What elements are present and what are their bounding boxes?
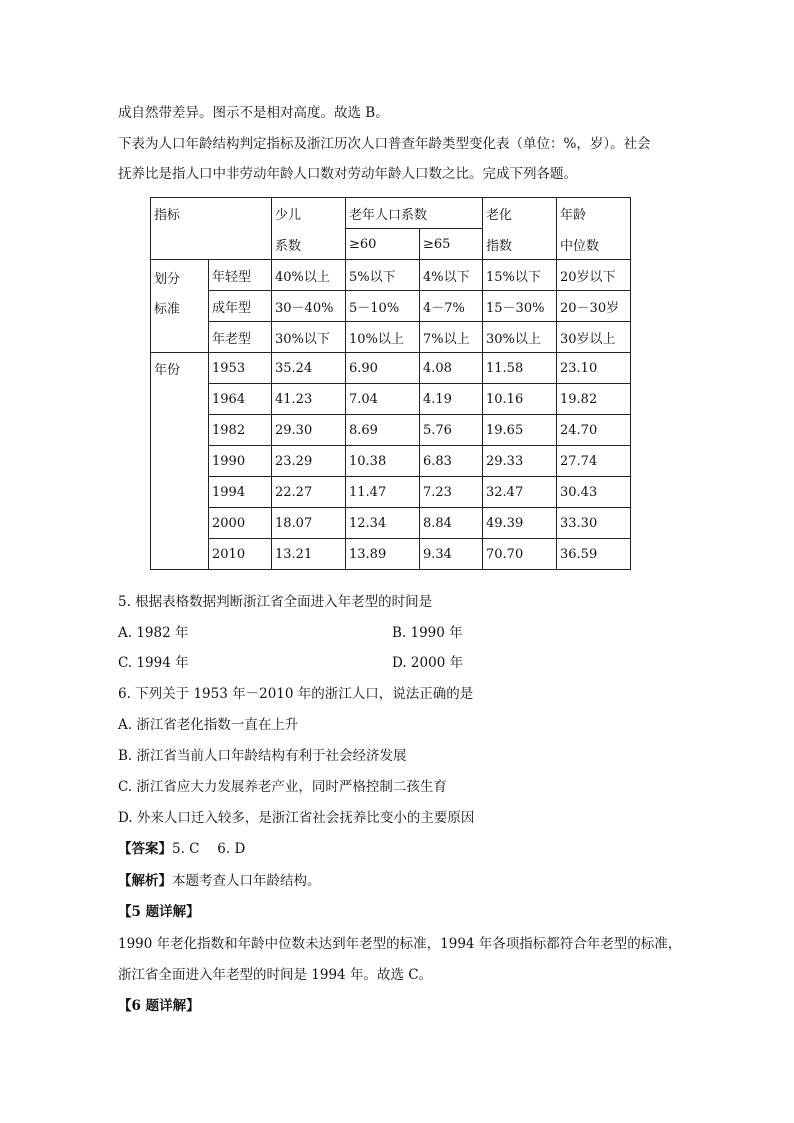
year-child: 18.07 bbox=[272, 508, 346, 539]
intro-line-2: 下表为人口年龄结构判定指标及浙江历次人口普查年龄类型变化表（单位：%，岁）。社会 bbox=[118, 136, 651, 152]
year-row bbox=[151, 477, 631, 508]
answer-label: 【答案】 bbox=[118, 841, 172, 857]
division-label: 划分 标准 bbox=[151, 260, 209, 353]
year-aging: 19.65 bbox=[483, 415, 557, 446]
type-child: 30%以下 bbox=[272, 322, 346, 353]
intro-line-1: 成自然带差异。图示不是相对高度。故选 B。 bbox=[118, 105, 389, 121]
year-value: 1953 bbox=[209, 353, 272, 384]
year-child: 35.24 bbox=[272, 353, 346, 384]
header-median-age: 年龄 中位数 bbox=[557, 198, 631, 260]
type-median: 20－30岁 bbox=[557, 291, 631, 322]
q6-option-b: B. 浙江省当前人口年龄结构有利于社会经济发展 bbox=[118, 748, 407, 764]
type-e65: 7%以上 bbox=[420, 322, 483, 353]
type-name: 年老型 bbox=[209, 322, 272, 353]
year-e65: 5.76 bbox=[420, 415, 483, 446]
type-child: 30－40% bbox=[272, 291, 346, 322]
year-row bbox=[151, 384, 631, 415]
year-e65: 9.34 bbox=[420, 539, 483, 570]
type-child: 40%以上 bbox=[272, 260, 346, 291]
q6-option-d: D. 外来人口迁入较多，是浙江省社会抚养比变小的主要原因 bbox=[118, 810, 475, 826]
year-aging: 10.16 bbox=[483, 384, 557, 415]
type-e65: 4%以下 bbox=[420, 260, 483, 291]
year-row bbox=[151, 508, 631, 539]
q6-stem: 6. 下列关于 1953 年－2010 年的浙江人口，说法正确的是 bbox=[118, 686, 474, 702]
year-value: 1964 bbox=[209, 384, 272, 415]
year-e60: 11.47 bbox=[346, 477, 420, 508]
year-value: 2000 bbox=[209, 508, 272, 539]
year-child: 23.29 bbox=[272, 446, 346, 477]
year-e60: 13.89 bbox=[346, 539, 420, 570]
type-aging: 15%以下 bbox=[483, 260, 557, 291]
q6-option-c: C. 浙江省应大力发展养老产业，同时严格控制二孩生育 bbox=[118, 779, 447, 795]
year-value: 1994 bbox=[209, 477, 272, 508]
year-row bbox=[151, 446, 631, 477]
year-row bbox=[151, 353, 631, 384]
year-aging: 32.47 bbox=[483, 477, 557, 508]
year-aging: 29.33 bbox=[483, 446, 557, 477]
analysis-line bbox=[118, 871, 321, 891]
year-e60: 12.34 bbox=[346, 508, 420, 539]
year-child: 41.23 bbox=[272, 384, 346, 415]
header-ge60: ≥60 bbox=[346, 229, 420, 260]
header-aging-index: 老化 指数 bbox=[483, 198, 557, 260]
type-e60: 5%以下 bbox=[346, 260, 420, 291]
year-e60: 7.04 bbox=[346, 384, 420, 415]
q5-option-d: D. 2000 年 bbox=[392, 655, 464, 671]
q5-option-b: B. 1990 年 bbox=[392, 625, 463, 641]
type-name: 年轻型 bbox=[209, 260, 272, 291]
intro-line-3: 抚养比是指人口中非劳动年龄人口数对劳动年龄人口数之比。完成下列各题。 bbox=[118, 166, 577, 182]
age-structure-table bbox=[150, 197, 631, 570]
year-e65: 6.83 bbox=[420, 446, 483, 477]
type-median: 30岁以上 bbox=[557, 322, 631, 353]
year-child: 13.21 bbox=[272, 539, 346, 570]
detail5-label: 【5 题详解】 bbox=[118, 904, 200, 920]
type-row bbox=[151, 260, 631, 291]
type-e60: 10%以上 bbox=[346, 322, 420, 353]
year-child: 22.27 bbox=[272, 477, 346, 508]
year-aging: 11.58 bbox=[483, 353, 557, 384]
year-median: 33.30 bbox=[557, 508, 631, 539]
type-row bbox=[151, 322, 631, 353]
year-aging: 49.39 bbox=[483, 508, 557, 539]
year-e60: 6.90 bbox=[346, 353, 420, 384]
year-value: 1982 bbox=[209, 415, 272, 446]
year-median: 19.82 bbox=[557, 384, 631, 415]
type-name: 成年型 bbox=[209, 291, 272, 322]
header-elder-coef: 老年人口系数 bbox=[346, 198, 483, 229]
year-row bbox=[151, 539, 631, 570]
q6-option-a: A. 浙江省老化指数一直在上升 bbox=[118, 717, 299, 733]
year-e65: 7.23 bbox=[420, 477, 483, 508]
header-index: 指标 bbox=[151, 198, 272, 260]
year-e60: 10.38 bbox=[346, 446, 420, 477]
detail5-line-1: 1990 年老化指数和年龄中位数未达到年老型的标准，1994 年各项指标都符合年老型的标准， bbox=[118, 936, 682, 952]
type-e65: 4－7% bbox=[420, 291, 483, 322]
q5-stem: 5. 根据表格数据判断浙江省全面进入年老型的时间是 bbox=[118, 594, 433, 610]
header-ge65: ≥65 bbox=[420, 229, 483, 260]
q5-option-c: C. 1994 年 bbox=[118, 655, 189, 671]
analysis-text: 本题考查人口年龄结构。 bbox=[172, 873, 321, 889]
year-e65: 4.19 bbox=[420, 384, 483, 415]
year-aging: 70.70 bbox=[483, 539, 557, 570]
q5-option-a: A. 1982 年 bbox=[118, 625, 189, 641]
year-child: 29.30 bbox=[272, 415, 346, 446]
year-row bbox=[151, 415, 631, 446]
year-median: 27.74 bbox=[557, 446, 631, 477]
detail6-label: 【6 题详解】 bbox=[118, 998, 200, 1014]
detail5-line-2: 浙江省全面进入年老型的时间是 1994 年。故选 C。 bbox=[118, 967, 433, 983]
year-e65: 4.08 bbox=[420, 353, 483, 384]
year-median: 24.70 bbox=[557, 415, 631, 446]
type-row bbox=[151, 291, 631, 322]
year-label: 年份 bbox=[151, 353, 209, 570]
year-median: 30.43 bbox=[557, 477, 631, 508]
year-e65: 8.84 bbox=[420, 508, 483, 539]
type-median: 20岁以下 bbox=[557, 260, 631, 291]
type-aging: 15－30% bbox=[483, 291, 557, 322]
answer-line bbox=[118, 839, 245, 859]
year-median: 23.10 bbox=[557, 353, 631, 384]
year-e60: 8.69 bbox=[346, 415, 420, 446]
type-e60: 5－10% bbox=[346, 291, 420, 322]
answer-text: 5. C 6. D bbox=[172, 841, 246, 857]
year-median: 36.59 bbox=[557, 539, 631, 570]
type-aging: 30%以上 bbox=[483, 322, 557, 353]
year-value: 1990 bbox=[209, 446, 272, 477]
year-value: 2010 bbox=[209, 539, 272, 570]
header-child-coef: 少儿 系数 bbox=[272, 198, 346, 260]
analysis-label: 【解析】 bbox=[118, 873, 172, 889]
